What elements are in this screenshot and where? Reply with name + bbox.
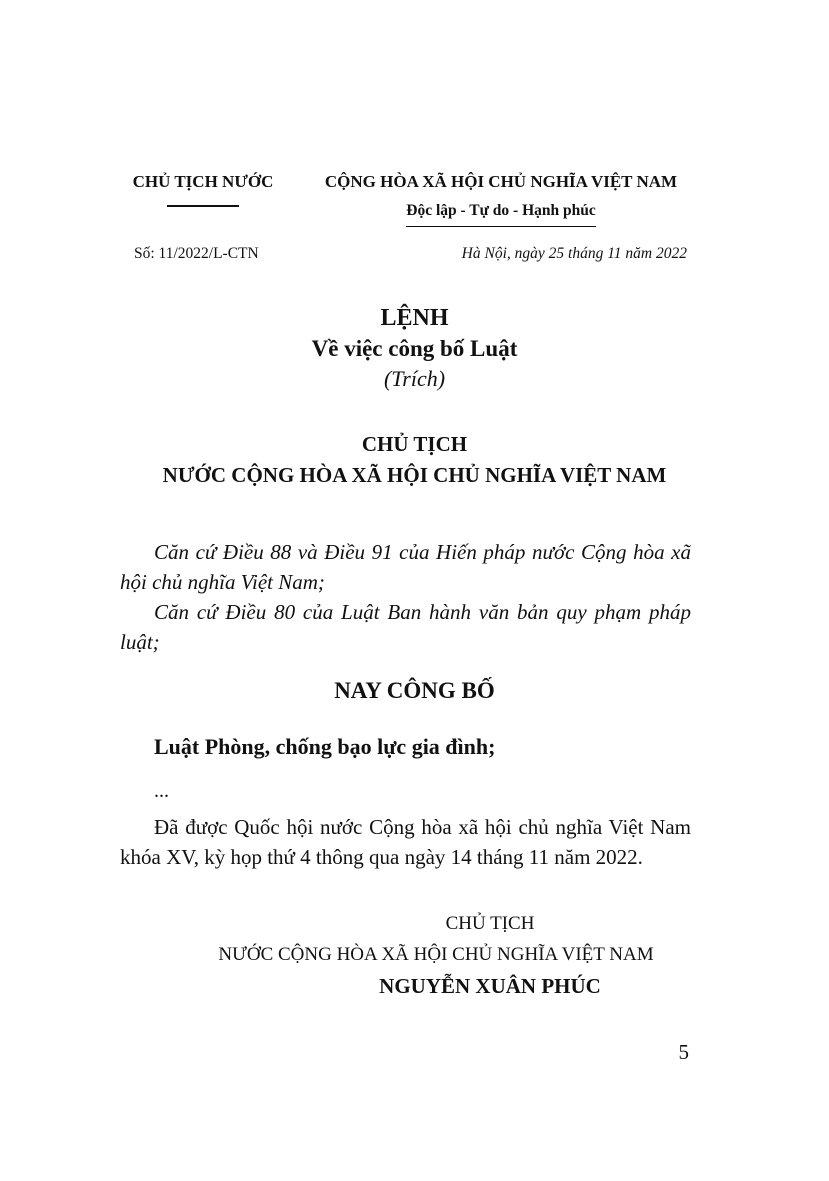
page-number: 5 [678,1040,689,1064]
proclamation-heading: NAY CÔNG BỐ [334,678,495,703]
document-title: LỆNH [380,305,449,331]
issuer-title: CHỦ TỊCH [361,432,468,456]
signatory-name: NGUYỄN XUÂN PHÚC [379,974,601,998]
national-motto: Độc lập - Tự do - Hạnh phúc [406,202,595,227]
legal-basis-law: Căn cứ Điều 80 của Luật Ban hành văn bản quy phạm pháp luật; [120,600,691,654]
document-number: Số: 11/2022/L-CTN [134,245,259,262]
extract-note: (Trích) [383,366,446,391]
signature-office: NƯỚC CỘNG HÒA XÃ HỘI CHỦ NGHĨA VIỆT NAM [218,944,654,965]
issuer-underline [167,205,239,207]
issuer-header [128,172,278,207]
nation-header [316,172,686,227]
issuer-label: CHỦ TỊCH NƯỚC [132,172,274,191]
document-subject: Về việc công bố Luật [311,336,518,361]
issuer-country: NƯỚC CỘNG HÒA XÃ HỘI CHỦ NGHĨA VIỆT NAM [162,463,667,487]
passage-statement: Đã được Quốc hội nước Cộng hòa xã hội chủ nghĩa Việt Nam khóa XV, kỳ họp thứ 4 thông qua ngày 14 tháng 11 năm 2022. [120,815,691,869]
signature-title: CHỦ TỊCH [445,913,535,934]
place-date: Hà Nội, ngày 25 tháng 11 năm 2022 [461,245,687,262]
legal-basis-constitution: Căn cứ Điều 88 và Điều 91 của Hiến pháp nước Cộng hòa xã hội chủ nghĩa Việt Nam; [120,540,691,594]
law-name: Luật Phòng, chống bạo lực gia đình; [154,734,496,759]
nation-name: CỘNG HÒA XÃ HỘI CHỦ NGHĨA VIỆT NAM [324,172,678,191]
ellipsis: ... [154,780,169,802]
